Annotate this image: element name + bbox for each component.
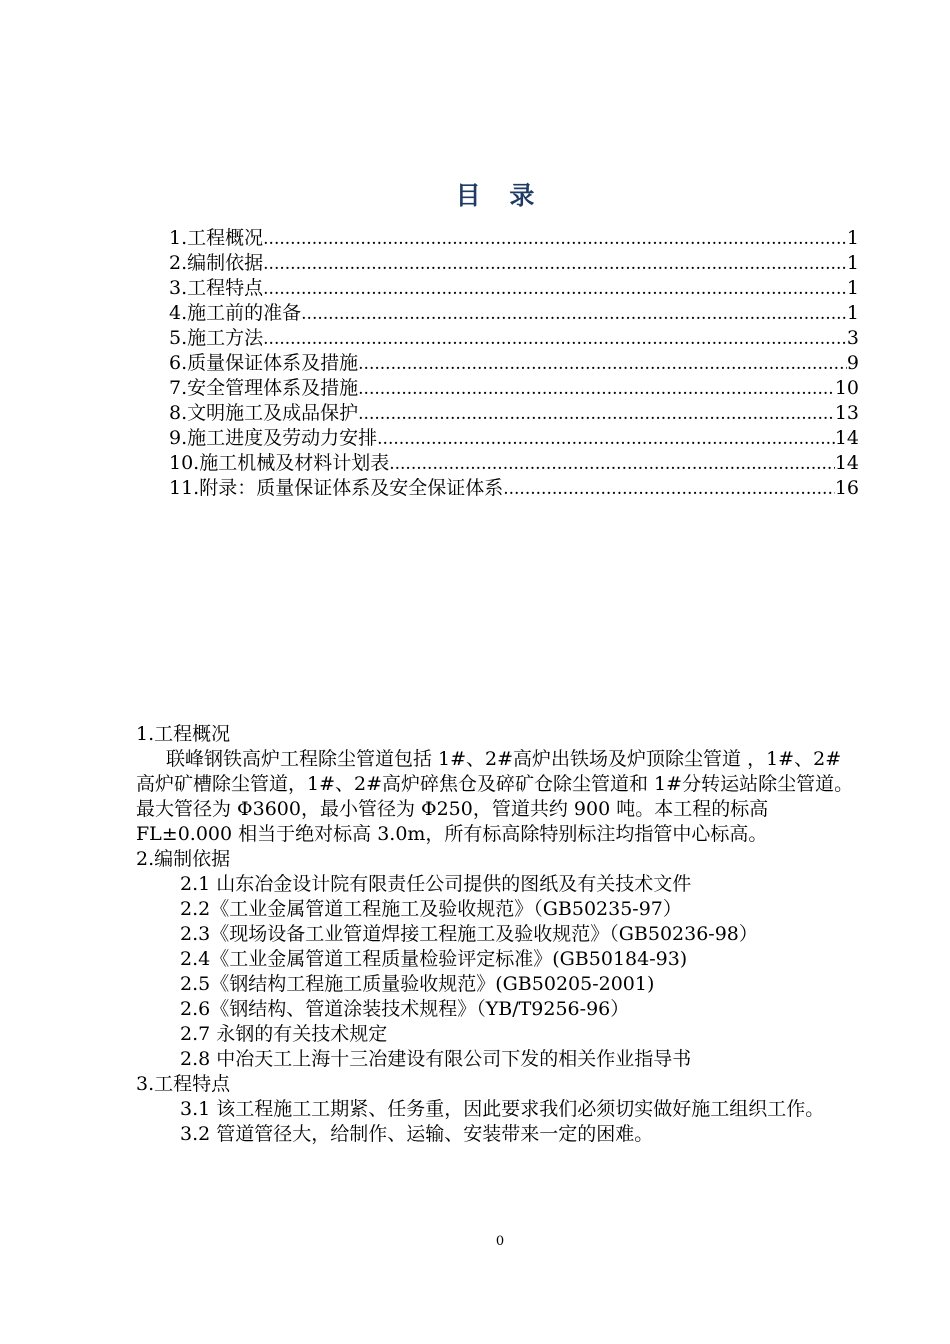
toc-entry[interactable] xyxy=(169,301,859,326)
toc-entry[interactable] xyxy=(169,451,859,476)
toc-entry-page: 13 xyxy=(834,402,859,424)
document-body xyxy=(136,722,860,1147)
toc-leader-dots xyxy=(301,302,847,327)
toc-entry[interactable] xyxy=(169,426,859,451)
section-heading: 2.编制依据 xyxy=(136,848,231,870)
reference-item: 2.2《工业金属管道工程施工及验收规范》（GB50235-97） xyxy=(180,898,682,920)
toc-entry-label: 2.编制依据 xyxy=(169,252,264,274)
paragraph: 联峰钢铁高炉工程除尘管道包括 1#、2#高炉出铁场及炉顶除尘管道 ，1#、2#高炉矿槽除尘管道，1#、2#高炉碎焦仓及碎矿仓除尘管道和 1#分转运站除尘管道。最大管径为 Φ3600，最小管径为 Φ250，管道共约 900 吨。本工程的标高 FL±0.000 相当于绝对标高 3.0m，所有标高除特别标注均指管中心标高。 xyxy=(136,748,854,845)
section-heading: 3.工程特点 xyxy=(136,1073,231,1095)
toc-entry[interactable] xyxy=(169,376,859,401)
toc-entry-label: 4.施工前的准备 xyxy=(169,302,302,324)
toc-entry-page: 10 xyxy=(834,377,859,399)
toc-leader-dots xyxy=(358,402,835,427)
reference-item: 2.3《现场设备工业管道焊接工程施工及验收规范》（GB50236-98） xyxy=(180,923,758,945)
toc-entry-label: 10.施工机械及材料计划表 xyxy=(169,452,390,474)
toc-entry[interactable] xyxy=(169,351,859,376)
toc-entry[interactable] xyxy=(169,226,859,251)
reference-item: 2.6《钢结构、管道涂装技术规程》（YB/T9256-96） xyxy=(180,998,630,1020)
toc-leader-dots xyxy=(263,277,847,302)
toc-entry-page: 14 xyxy=(834,452,859,474)
page-number: 0 xyxy=(495,1234,505,1249)
toc-leader-dots xyxy=(263,327,847,352)
reference-item: 2.8 中冶天工上海十三冶建设有限公司下发的相关作业指导书 xyxy=(180,1048,692,1070)
toc-entry-label: 11.附录：质量保证体系及安全保证体系 xyxy=(169,477,504,499)
toc-entry-page: 1 xyxy=(846,302,859,324)
toc-entry-label: 6.质量保证体系及措施 xyxy=(169,352,359,374)
reference-item: 2.4《工业金属管道工程质量检验评定标准》(GB50184-93) xyxy=(180,948,688,970)
section-heading: 1.工程概况 xyxy=(136,723,231,745)
toc-entry-label: 1.工程概况 xyxy=(169,227,264,249)
toc-entry-label: 3.工程特点 xyxy=(169,277,264,299)
toc-entry[interactable] xyxy=(169,276,859,301)
toc-entry-page: 9 xyxy=(846,352,859,374)
toc-entry-label: 5.施工方法 xyxy=(169,327,264,349)
reference-item: 2.5《钢结构工程施工质量验收规范》(GB50205-2001) xyxy=(180,973,655,995)
toc-entry[interactable] xyxy=(169,251,859,276)
toc-leader-dots xyxy=(263,227,847,252)
toc-entry-page: 14 xyxy=(834,427,859,449)
toc-entry-label: 9.施工进度及劳动力安排 xyxy=(169,427,378,449)
toc-leader-dots xyxy=(263,252,847,277)
toc-leader-dots xyxy=(358,352,847,377)
toc-title: 目 录 xyxy=(455,181,545,210)
feature-item: 3.1 该工程施工工期紧、任务重，因此要求我们必须切实做好施工组织工作。 xyxy=(180,1098,825,1120)
toc-entry-page: 1 xyxy=(846,252,859,274)
toc-entry[interactable] xyxy=(169,476,859,501)
toc-entry-page: 1 xyxy=(846,227,859,249)
toc-leader-dots xyxy=(503,477,835,502)
table-of-contents xyxy=(169,226,859,501)
toc-entry[interactable] xyxy=(169,326,859,351)
toc-entry[interactable] xyxy=(169,401,859,426)
toc-entry-label: 8.文明施工及成品保护 xyxy=(169,402,359,424)
toc-leader-dots xyxy=(377,427,835,452)
reference-item: 2.1 山东冶金设计院有限责任公司提供的图纸及有关技术文件 xyxy=(180,873,692,895)
toc-entry-page: 16 xyxy=(834,477,859,499)
toc-leader-dots xyxy=(389,452,835,477)
toc-entry-label: 7.安全管理体系及措施 xyxy=(169,377,359,399)
toc-entry-page: 1 xyxy=(846,277,859,299)
reference-item: 2.7 永钢的有关技术规定 xyxy=(180,1023,388,1045)
toc-leader-dots xyxy=(358,377,835,402)
toc-entry-page: 3 xyxy=(846,327,859,349)
feature-item: 3.2 管道管径大，给制作、运输、安装带来一定的困难。 xyxy=(180,1123,654,1145)
